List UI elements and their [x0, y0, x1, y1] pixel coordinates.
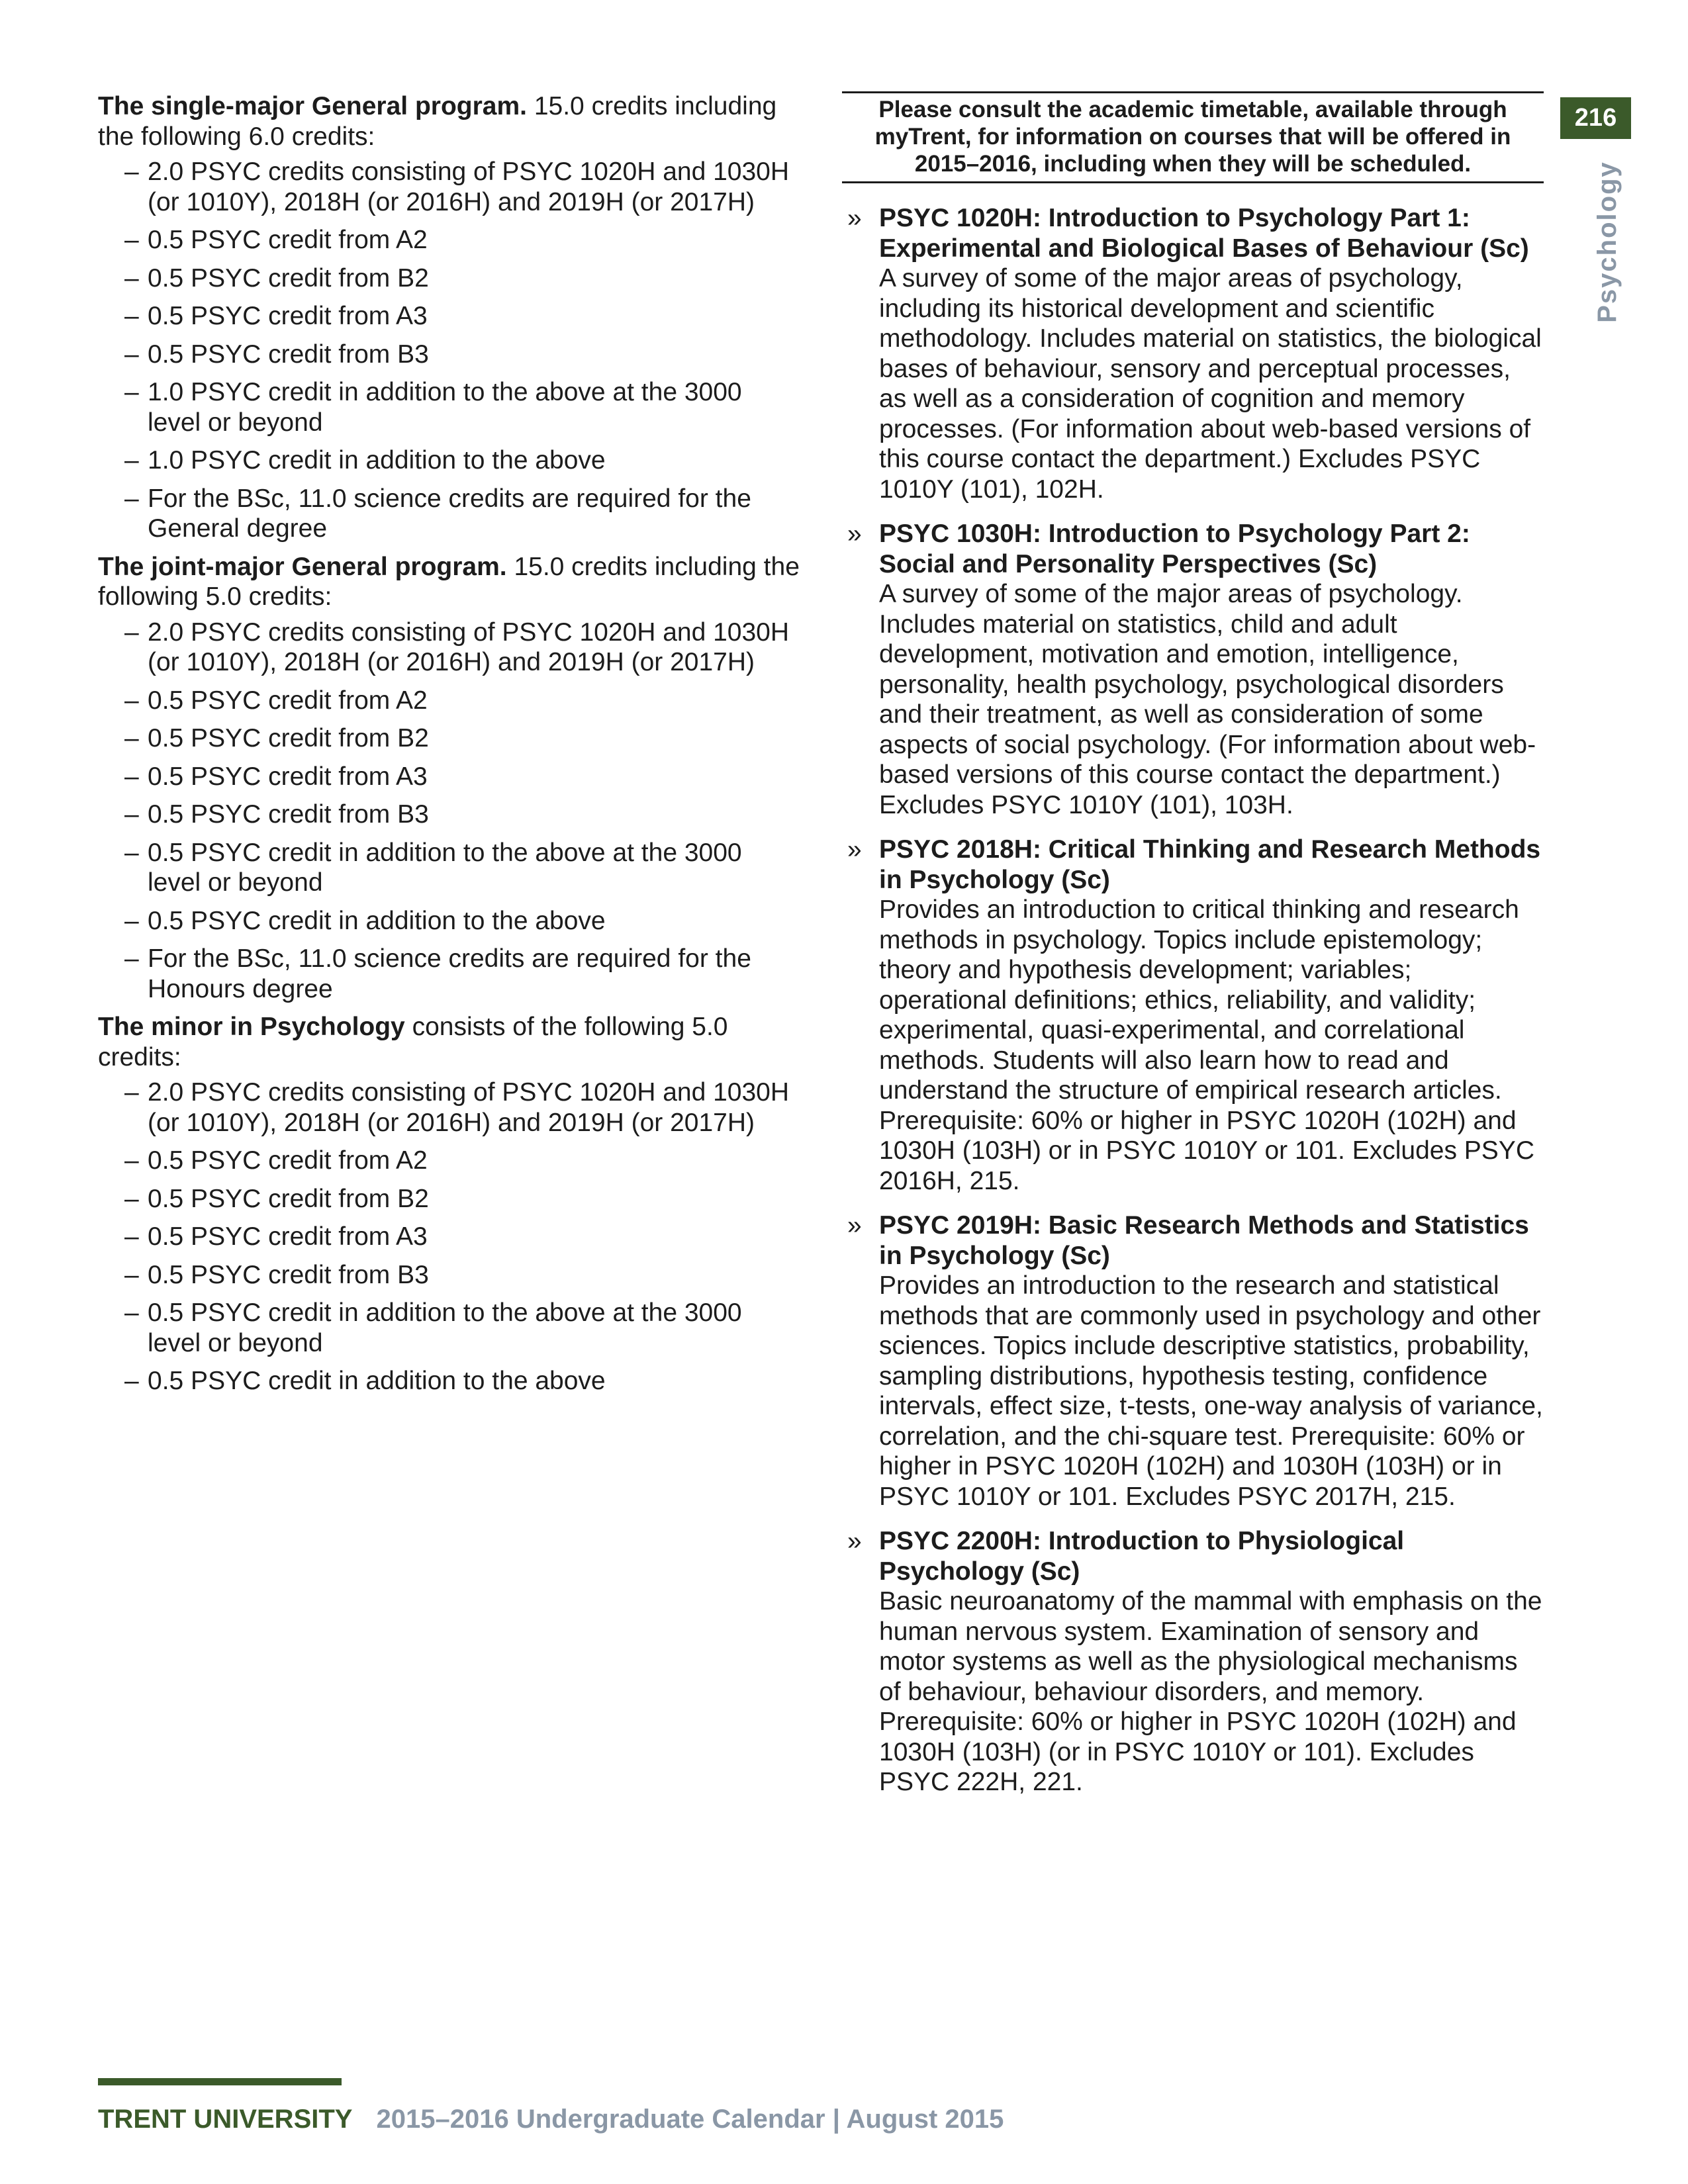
timetable-notice: Please consult the academic timetable, available through myTrent, for information on courses that will be offered in 2015–2016, including when they will be scheduled.: [842, 91, 1544, 183]
requirement-item: – 0.5 PSYC credit in addition to the above at the 3000 level or beyond: [98, 838, 800, 898]
course-listings: [842, 91, 1544, 1812]
course-description: Basic neuroanatomy of the mammal with emphasis on the human nervous system. Examination of sensory and motor systems as well as the physiological mechanisms of behaviour, behaviour disorders, and memory. Prerequisite: 60% or higher in PSYC 1020H (102H) and 1030H (103H) (or in PSYC 1010Y or 101). Excludes PSYC 222H, 221.: [879, 1587, 1542, 1796]
program-intro: 15.0 credits including the following 6.0 credits:: [98, 92, 777, 151]
program-heading: [98, 552, 800, 612]
course-title: PSYC 2019H: Basic Research Methods and Statistics in Psychology (Sc): [879, 1211, 1529, 1270]
course-entry: [842, 519, 1544, 820]
requirement-item: – 0.5 PSYC credit from B3: [98, 1260, 800, 1291]
program-heading: [98, 91, 800, 152]
course-description: Provides an introduction to the research and statistical methods that are commonly used in psychology and other sciences. Topics include descriptive statistics, probability, sampling distributions, hypothesis testing, confidence intervals, effect size, t-tests, one-way analysis of variance, correlation, and the chi-square test. Prerequisite: 60% or higher in PSYC 1020H (102H) and 1030H (103H) or in PSYC 1010Y or 101. Excludes PSYC 2017H, 215.: [879, 1271, 1543, 1511]
requirement-item: – 0.5 PSYC credit from B2: [98, 723, 800, 754]
page-number-badge: 216: [1560, 97, 1631, 139]
chevron-right-icon: »: [847, 835, 862, 864]
program-title: The single-major General program.: [98, 92, 527, 120]
requirement-item: – 0.5 PSYC credit in addition to the above: [98, 906, 800, 936]
program-minor: [98, 1012, 800, 1396]
requirement-item: – 0.5 PSYC credit from B2: [98, 1184, 800, 1214]
program-single-major: [98, 91, 800, 544]
requirement-item: – 0.5 PSYC credit from A2: [98, 686, 800, 716]
requirement-item: – 0.5 PSYC credit from B2: [98, 263, 800, 294]
requirement-item: – 0.5 PSYC credit from B3: [98, 799, 800, 830]
course-title: PSYC 2200H: Introduction to Physiological Psychology (Sc): [879, 1527, 1405, 1586]
requirement-item: – 0.5 PSYC credit from A2: [98, 1146, 800, 1176]
program-heading: [98, 1012, 800, 1072]
requirement-item: – 1.0 PSYC credit in addition to the above at the 3000 level or beyond: [98, 377, 800, 437]
section-side-label: [1589, 160, 1626, 323]
requirement-item: – 0.5 PSYC credit in addition to the above: [98, 1366, 800, 1396]
program-intro: consists of the following 5.0 credits:: [98, 1013, 728, 1071]
requirement-item: – For the BSc, 11.0 science credits are required for the Honours degree: [98, 944, 800, 1004]
course-entry: [842, 203, 1544, 504]
course-entry: [842, 1526, 1544, 1797]
requirement-item: – 2.0 PSYC credits consisting of PSYC 1020H and 1030H (or 1010Y), 2018H (or 2016H) and 2019H (or 2017H): [98, 1077, 800, 1138]
course-title: PSYC 1030H: Introduction to Psychology Part 2: Social and Personality Perspectives (Sc): [879, 520, 1470, 578]
course-description: A survey of some of the major areas of psychology, including its historical development and scientific methodology. Includes material on statistics, the biological bases of behaviour, sensory and perceptual processes, as well as a consideration of cognition and memory processes. (For information about web-based versions of this course contact the department.) Excludes PSYC 1010Y (101), 102H.: [879, 264, 1542, 504]
page-footer: [98, 2105, 1004, 2134]
program-title: The joint-major General program.: [98, 552, 507, 581]
course-description: A survey of some of the major areas of psychology. Includes material on statistics, child and adult development, motivation and emotion, intelligence, personality, health psychology, psychological disorders and their treatment, as well as consideration of some aspects of social psychology. (For information about web-based versions of this course contact the department.) Excludes PSYC 1010Y (101), 103H.: [879, 580, 1536, 819]
requirement-list: [98, 617, 800, 1005]
chevron-right-icon: »: [847, 1527, 862, 1555]
section-label-text: Psychology: [1592, 160, 1622, 323]
course-entry: [842, 835, 1544, 1196]
requirement-item: – 1.0 PSYC credit in addition to the above: [98, 445, 800, 476]
program-requirements: [98, 91, 800, 1404]
program-joint-major: [98, 552, 800, 1005]
requirement-item: – 0.5 PSYC credit from A3: [98, 762, 800, 792]
course-description: Provides an introduction to critical thinking and research methods in psychology. Topics include epistemology; theory and hypothesis development; variables; operational definitions; ethics, reliability, and validity; experimental, quasi-experimental, and correlational methods. Students will also learn how to read and understand the structure of empirical research articles. Prerequisite: 60% or higher in PSYC 1020H (102H) and 1030H (103H) or in PSYC 1010Y or 101. Excludes PSYC 2016H, 215.: [879, 895, 1534, 1195]
requirement-list: [98, 157, 800, 544]
requirement-item: – 0.5 PSYC credit from B3: [98, 340, 800, 370]
requirement-item: – 2.0 PSYC credits consisting of PSYC 1020H and 1030H (or 1010Y), 2018H (or 2016H) and 2019H (or 2017H): [98, 617, 800, 678]
chevron-right-icon: »: [847, 204, 862, 232]
program-intro: 15.0 credits including the following 5.0 credits:: [98, 552, 800, 611]
requirement-item: – 0.5 PSYC credit from A3: [98, 301, 800, 332]
chevron-right-icon: »: [847, 1211, 862, 1240]
requirement-list: [98, 1077, 800, 1396]
footer-university: TRENT UNIVERSITY: [98, 2105, 353, 2134]
requirement-item: – 0.5 PSYC credit from A2: [98, 225, 800, 255]
footer-calendar: 2015–2016 Undergraduate Calendar | August 2015: [376, 2105, 1004, 2134]
requirement-item: – 0.5 PSYC credit in addition to the above at the 3000 level or beyond: [98, 1298, 800, 1358]
requirement-item: – 2.0 PSYC credits consisting of PSYC 1020H and 1030H (or 1010Y), 2018H (or 2016H) and 2019H (or 2017H): [98, 157, 800, 217]
program-title: The minor in Psychology: [98, 1013, 405, 1041]
course-title: PSYC 1020H: Introduction to Psychology Part 1: Experimental and Biological Bases of Behaviour (Sc): [879, 204, 1529, 263]
course-title: PSYC 2018H: Critical Thinking and Research Methods in Psychology (Sc): [879, 835, 1541, 894]
chevron-right-icon: »: [847, 520, 862, 548]
requirement-item: – 0.5 PSYC credit from A3: [98, 1222, 800, 1252]
footer-rule: [98, 2078, 342, 2085]
requirement-item: – For the BSc, 11.0 science credits are required for the General degree: [98, 484, 800, 544]
course-entry: [842, 1210, 1544, 1512]
